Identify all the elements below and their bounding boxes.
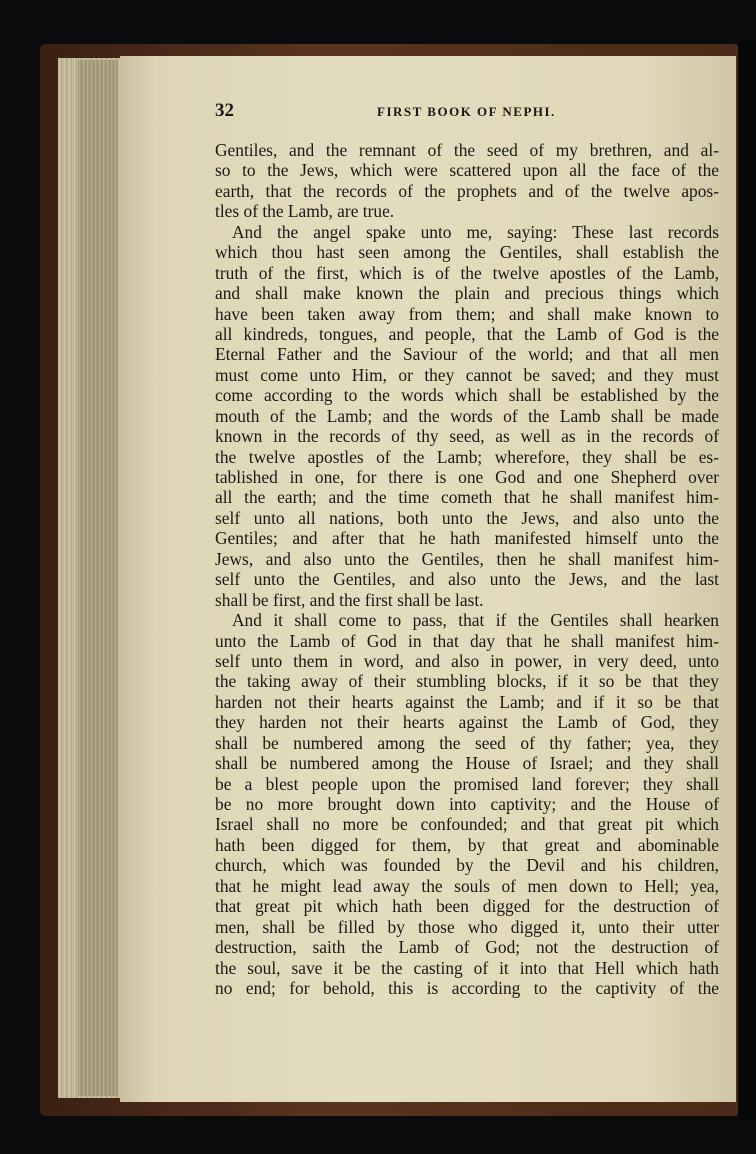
text-line: be a blest people upon the promised land forever; they shall xyxy=(215,773,719,794)
page-number: 32 xyxy=(215,100,234,121)
text-line: which thou hast seen among the Gentiles, shall establish the xyxy=(215,242,719,263)
text-line: self unto the Gentiles, and also unto the Jews, and the last xyxy=(215,569,719,590)
text-line: so to the Jews, which were scattered upon all the face of the xyxy=(215,160,719,181)
text-line: destruction, saith the Lamb of God; not the destruction of xyxy=(215,937,719,958)
body-text xyxy=(215,140,719,998)
text-line: earth, that the records of the prophets and of the twelve apos- xyxy=(215,180,719,201)
text-line: be no more brought down into captivity; and the House of xyxy=(215,794,719,814)
text-line: unto the Lamb of God in that day that he shall manifest him- xyxy=(215,630,719,651)
text-line: shall be numbered among the seed of thy father; yea, they xyxy=(215,732,719,753)
text-line: shall be first, and the first shall be last. xyxy=(215,589,484,610)
text-line: that great pit which hath been digged for the destruction of xyxy=(215,896,719,917)
text-line: come according to the words which shall be established by the xyxy=(215,385,719,406)
text-line: And it shall come to pass, that if the Gentiles shall hearken xyxy=(232,610,719,631)
text-line: Eternal Father and the Saviour of the world; and that all men xyxy=(215,344,719,365)
text-line: Israel shall no more be confounded; and that great pit which xyxy=(215,814,719,835)
text-line: have been taken away from them; and shall make known to xyxy=(215,303,719,324)
text-line: harden not their hearts against the Lamb; and if it so be that xyxy=(215,691,719,712)
text-line: men, shall be filled by those who digged it, unto their utter xyxy=(215,916,719,937)
text-line: Jews, and also unto the Gentiles, then he shall manifest him- xyxy=(215,548,719,569)
text-line: the taking away of their stumbling blocks, if it so be that they xyxy=(215,671,719,692)
running-title: FIRST BOOK OF NEPHI. xyxy=(377,104,556,119)
text-line: Gentiles; and after that he hath manifested himself unto the xyxy=(215,528,719,549)
text-line: all the earth; and the time cometh that he shall manifest him- xyxy=(215,487,719,508)
text-line: church, which was founded by the Devil and his children, xyxy=(215,855,719,876)
page-edges-inner xyxy=(78,60,118,1096)
text-line: truth of the first, which is of the twelve apostles of the Lamb, xyxy=(215,262,719,283)
text-line: And the angel spake unto me, saying: These last records xyxy=(232,221,719,242)
text-line: Gentiles, and the remnant of the seed of my brethren, and al- xyxy=(215,140,719,160)
text-line: they harden not their hearts against the Lamb of God, they xyxy=(215,712,719,733)
text-line: shall be numbered among the House of Israel; and they shall xyxy=(215,753,719,774)
text-line: known in the records of thy seed, as well as in the records of xyxy=(215,426,719,447)
text-line: hath been digged for them, by that great and abominable xyxy=(215,834,719,855)
text-line: no end; for behold, this is according to the captivity of the xyxy=(215,977,719,998)
text-line: all kindreds, tongues, and people, that the Lamb of God is the xyxy=(215,323,719,344)
text-line: the twelve apostles of the Lamb; wherefore, they shall be es- xyxy=(215,446,719,467)
text-line: self unto all nations, both unto the Jews, and also unto the xyxy=(215,507,719,528)
text-line: that he might lead away the souls of men down to Hell; yea, xyxy=(215,875,719,896)
text-line: self unto them in word, and also in power, in very deed, unto xyxy=(215,650,719,671)
text-line: tablished in one, for there is one God and one Shepherd over xyxy=(215,467,719,487)
text-line: must come unto Him, or they cannot be saved; and they must xyxy=(215,364,719,385)
background-edge xyxy=(738,40,756,1120)
text-line: the soul, save it be the casting of it into that Hell which hath xyxy=(215,957,719,978)
text-line: mouth of the Lamb; and the words of the Lamb shall be made xyxy=(215,405,719,426)
text-line: and shall make known the plain and precious things which xyxy=(215,283,719,304)
text-line: tles of the Lamb, are true. xyxy=(215,201,395,222)
page-header xyxy=(215,100,719,126)
